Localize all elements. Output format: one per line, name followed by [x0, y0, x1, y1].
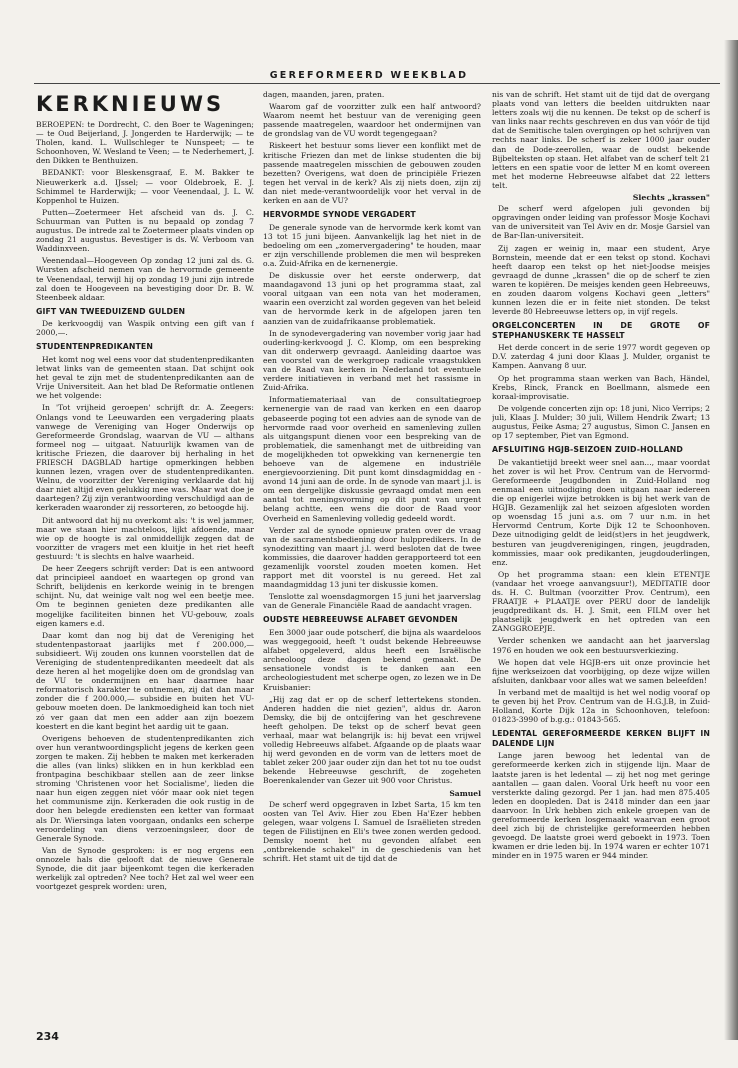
masthead: GEREFORMEERD WEEKBLAD — [269, 70, 469, 81]
paragraph: De scherf werd opgegraven in Izbet Sarta, 15 km ten oosten van Tel Aviv. Hier zou Eben Ha'Ezer hebben gelegen, waar volgens I. Samuel de Israëlieten streden tegen de Filistijnen en Eli's twee zonen werden gedood. Demsky noemt het nu gevonden alfabet een „ontbrekende schakel" in de geschiedenis van het schrift. Het stamt uit de tijd dat de — [263, 799, 481, 864]
article-heading: LEDENTAL GEREFORMEERDE KERKEN BLIJFT IN DALENDE LIJN — [492, 729, 710, 748]
article-heading: STUDENTENPREDIKANTEN — [36, 342, 153, 352]
paragraph: Een 3000 jaar oude potscherf, die bijna als waardeloos was weggegooid, heeft 't oudst bekende Hebreeuwse alfabet opgeleverd, aldus heeft een Israëlische archeoloog deze dagen bekend gemaakt. De sensationele vondst is te danken aan een archeologiestudent met scherpe ogen, zo lezen we in De Kruisbanier: — [263, 627, 481, 692]
paragraph: Veenendaal—Hoogeveen Op zondag 12 juni zal ds. G. Wursten afscheid nemen van de hervormde gemeente te Veenendaal, terwijl hij op zondag 19 juni zijn intrede zal doen te Hoogeveen na bevestiging door Dr. B. W. Steenbeek aldaar. — [36, 256, 254, 302]
paragraph: De volgende concerten zijn op: 18 juni, Nico Verrips; 2 juli, Klaas J. Mulder; 30 juli, Willem Hendrik Zwart; 13 augustus, Feike Asma; 27 augustus, Simon C. Jansen en op 17 september, Piet van Egmond. — [492, 403, 710, 441]
paragraph: Verder zal de synode opnieuw praten over de vraag van de sacramentsbediening door hulppredikers. In de synodezitting van maart j.l. werd besloten dat de twee kommissies, die daarover hadden gerapporteerd tot een gezamenlijk voorstel zouden moeten komen. Het rapport met dit voorstel is nu gereed. Het zal maandagmiddag 13 juni ter diskussie komen. — [263, 525, 481, 590]
paragraph: De generale synode van de hervormde kerk komt van 13 tot 15 juni bijeen. Aanvankelijk lag het niet in de bedoeling om een „zomervergadering" te houden, maar er zijn verschillende problemen die men wil bespreken o.a. Zuid-Afrika en de kernenergie. — [263, 222, 481, 268]
paragraph: BEDANKT: voor Bleskensgraaf, E. M. Bakker te Nieuwerkerk a.d. IJssel; — voor Oldebroek, E. J. Schimmel te Harderwijk; — voor Veenendaal, J. L. W. Koppenhol te Huizen. — [36, 168, 254, 205]
paragraph: Het derde concert in de serie 1977 wordt gegeven op D.V. zaterdag 4 juni door Klaas J. Mulder, organist te Kampen. Aanvang 8 uur. — [492, 343, 710, 371]
paragraph: nis van de schrift. Het stamt uit de tijd dat de overgang plaats vond van letters die beelden uitdrukten naar letters zoals wij die nu kennen. De tekst op de scherf is van links naar rechts geschreven en dus van vóór de tijd dat de Semitische talen overgingen op het schrijven van rechts naar links. De scherf is zeker 1000 jaar ouder dan de Dode-zeerollen, waar de oudst bekende Bijbelteksten op staan. Het alfabet van de scherf telt 21 letters en een spatie voor de letter M en komt overeen met het moderne Hebreeuwse alfabet dat 22 letters telt. — [492, 90, 710, 190]
article-heading: OUDSTE HEBREEUWSE ALFABET GEVONDEN — [263, 615, 458, 625]
page-edge-shadow — [724, 40, 738, 1040]
column-2 — [263, 90, 481, 1020]
column-1 — [36, 90, 254, 1020]
paragraph: Overigens behoeven de studentenpredikanten zich over hun verantwoordingsplicht jegens de kerken geen zorgen te maken. Zij hebben te maken met kerkeraden die alles (van links) slikken en in hun kerkblad een frontpagina beschikbaar stellen aan de zeer linkse stroming 'Christenen voor het Socialisme', lieden die naar hun eigen zeggen niet vóór maar ook niet tegen het communisme zijn. Kerkeraden die ook rustig in de door hen belegde erediensten een ketter van formaat als Dr. Wiersinga laten voorgaan, ondanks een scherpe veroordeling van diens verzoeningsleer, door de Generale Synode. — [36, 733, 254, 843]
paragraph: dagen, maanden, jaren, praten. — [263, 90, 385, 99]
paragraph: Lange jaren bewoog het ledental van de gereformeerde kerken zich in stijgende lijn. Maar de laatste jaren is het ledental — zij het nog met geringe aantallen — gaan dalen. Vooral Urk heeft nu voor een versterkte daling gezorgd. Per 1 jan. had men 875.405 leden en doopleden. Dat is 2418 minder dan een jaar daarvoor. In Urk hebben zich enkele groepen van de gereformeerde kerken losgemaakt waarvan een groot deel zich bij de christelijke gereformeerden hebben gevoegd. De laatste groei werd geboekt in 1973. Toen kwamen er drie leden bij. In 1974 waren er echter 1071 minder en in 1975 waren er 944 minder. — [492, 751, 710, 861]
paragraph: Op het programma staan: een klein ETENTJE (vandaar het vroege aanvangsuur!), MEDITATIE door ds. H. C. Bultman (voorzitter Prov. Centrum), een FRAATJE + PLAATJE over PERU door de landelijk jeugdpredikant ds. H. J. Smit, een FILM over het plaatselijk jeugdwerk en het optreden van een ZANGGROEPJE. — [492, 569, 710, 634]
paragraph: In verband met de maaltijd is het wel nodig vooraf op te geven bij het Prov. Centrum van de H.G.J.B, in Zuid-Holland, Korte Dijk 12a in Schoonhoven, telefoon: 01823-3990 of b.g.g.: 01843-565. — [492, 687, 710, 725]
paragraph: Verder schenken we aandacht aan het jaarverslag 1976 en houden we ook een bestuursverkiezing. — [492, 636, 710, 655]
paragraph: Van de Synode gesproken: is er nog ergens een onnozele hals die gelooft dat de nieuwe Generale Synode, die dit jaar bijeenkomt tegen die kerkeraden werkelijk zal optreden? Nee toch? Het zal wel weer een voortgezet gesprek worden: uren, — [36, 845, 254, 892]
article-heading: ORGELCONCERTEN IN DE GROTE OF STEPHANUSKERK TE HASSELT — [492, 321, 710, 340]
paragraph: Dit antwoord dat hij nu overkomt als: 't is wel jammer, maar we staan hier machteloos, lijkt afdoende, maar wie op de hoogte is zal onmiddellijk zeggen dat de voorzitter de vragers met een kluitje in het riet heeft gestuurd: 't is slechts en halve waarheid. — [36, 515, 254, 561]
paragraph: Op het programma staan werken van Bach, Händel, Krebs, Rinck, Franck en Boellmann, alsmede een koraal-improvisatie. — [492, 373, 710, 401]
paragraph: We hopen dat vele HGJB-ers uit onze provincie het fijne werkseizoen dat voorbijging, op deze wijze willen afsluiten, dankbaar voor alles wat we samen beleefden! — [492, 657, 710, 685]
masthead-rule — [34, 83, 720, 84]
paragraph: Zij zagen er weinig in, maar een student, Arye Bornstein, meende dat er een tekst op stond. Kochavi heeft daarop een tekst op het niet-Joodse meisjes gevraagd de dunne „krassen" die op de scherf te zien waren te kopiëren. De meisjes kenden geen Hebreeuws, en zouden daarom volgens Kochavi geen „letters" kunnen lezen die er in feite niet stonden. De tekst leverde 80 Hebreeuwse letters op, in vijf regels. — [492, 243, 710, 317]
section-headline: KERKNIEUWS — [36, 92, 225, 116]
paragraph: „Hij zag dat er op de scherf lettertekens stonden. Anderen hadden die niet gezien", aldus dr. Aaron Demsky, die bij de ontcijfering van het geschrevene heeft geholpen. De tekst op de scherf bevat geen verhaal, maar wat belangrijk is: hij bevat een vrijwel volledig Hebreeuws alfabet. Afgaande op de plaats waar hij werd gevonden en de vorm van de letters moet de tablet zeker 200 jaar ouder zijn dan het tot nu toe oudst bekende Hebreeuwse geschrift, de zogeheten Boerenkalender van Gezer uit 900 voor Christus. — [263, 694, 481, 786]
paragraph: In 'Tot vrijheid geroepen' schrijft dr. A. Zeegers: Onlangs vond te Leeuwarden een vergadering plaats vanwege de Vereniging van Hoger Onderwijs op Gereformeerde Grondslag, waarvan de VU — althans formeel nog — uitgaat. Natuurlijk kwamen van de kritische Friezen, die daarover bij herhaling in het FRIESCH DAGBLAD hartige opmerkingen hebben kunnen lezen, vragen over de studentenpredikanten. Welnu, de voorzitter der Vereniging verklaarde dat hij daar niet altijd even gelukkig mee was. Maar wat doe je daartegen? Zij zijn verantwoording verschuldigd aan de kerkeraden waaronder zij ressorteren, zo betoogde hij. — [36, 403, 254, 513]
paragraph: BEROEPEN: te Dordrecht, C. den Boer te Wageningen; — te Oud Beijerland, J. Jongerden te Harderwijk; — te Tholen, kand. L. Wullschleger te Nunspeet; — te Schoonhoven, W. Wesland te Veen; — te Nederhemert, J. den Dikken te Benthuizen. — [36, 120, 254, 166]
article-heading: AFSLUITING HGJB-SEIZOEN ZUID-HOLLAND — [492, 445, 683, 455]
paragraph: Waarom gaf de voorzitter zulk een half antwoord? Waarom neemt het bestuur van de vereniging geen passende maatregelen, waardoor het ondermijnen van de grondslag van de VU wordt tegengegaan? — [263, 102, 481, 139]
paragraph: De scherf werd afgelopen juli gevonden bij opgravingen onder leiding van professor Mosje Kochavi van de universiteit van Tel Aviv en dr. Mosje Garsiel van de Bar-Ilan-universiteit. — [492, 204, 710, 241]
paragraph: Putten—Zoetermeer Het afscheid van ds. J. C. Schuurman van Putten is nu bepaald op zondag 7 augustus. De intrede zal te Zoetermeer plaats vinden op zondag 21 augustus. Bevestiger is ds. W. Verboom van Waddinxveen. — [36, 207, 254, 254]
article-heading: GIFT VAN TWEEDUIZEND GULDEN — [36, 306, 186, 316]
paragraph: Het komt nog wel eens voor dat studentenpredikanten letwat links van de gemeenten staan. Dat schijnt ook het geval te zijn met de studentenpredikanten aan de Vrije Universiteit. Aan het blad De Reformatie ontlenen we het volgende: — [36, 354, 254, 401]
paragraph: De diskussie over het eerste onderwerp, dat maandagavond 13 juni op het programma staat, zal vooral uitgaan van een nota van het moderamen, waarin een overzicht zal worden gegeven van het beleid van de hervormde kerk in de afgelopen jaren ten aanzien van de zuidafrikaanse problematiek. — [263, 271, 481, 326]
paragraph: De vakantietijd breekt weer snel aan..., maar voordat het zover is wil het Prov. Centrum van de Hervormd-Gereformeerde Jeugdbonden in Zuid-Holland nog eenmaal een uitnodiging doen uitgaan naar iedereen die op enigerlei wijze betrokken is bij het werk van de HGJB. Gezamenlijk zal het seizoen afgesloten worden op woensdag 15 juni a.s. om 7 uur n.m. in het Hervormd Centrum, Korte Dijk 12 te Schoonhoven. Deze uitnodiging geldt de leid(st)ers in het jeugdwerk, besturen van jeugdverenigingen, ringen, jeugdraden, kommissies, maar ook predikanten, jeugdouderlingen, enz. — [492, 457, 710, 567]
article-heading: HERVORMDE SYNODE VERGADERT — [263, 210, 416, 220]
page-number: 234 — [36, 1030, 59, 1043]
paragraph: Daar komt dan nog bij dat de Vereniging het studentenpastoraat jaarlijks met f 200.000,— subsidieert. Wij zouden ons kunnen voorstellen dat de Vereniging de studentenpredikanten meedeelt dat als deze heren al het mogelijke doen om de grondslag van de VU te ondermijnen en haar daarmee haar reformatorisch karakter te ontnemen, zij dat dan maar zonder die f 200.000,— subsidie en buiten het VU-gebouw moeten doen. De lankmoedigheid kan toch niet zó ver gaan dat men een adder aan zijn boezem koestert en die kant begint het aardig uit te gaan. — [36, 630, 254, 731]
paragraph: Riskeert het bestuur soms liever een konflikt met de kritische Friezen dan met de linkse studenten die bij passende maatregelen misschien de gebouwen zouden bezetten? Overigens, wat doen de principiële Friezen tegen het verval in de kerk? Als zij niets doen, zijn zij dan niet mede-verantwoordelijk voor het verval in de kerken en aan de VU? — [263, 141, 481, 206]
paragraph: De heer Zeegers schrijft verder: Dat is een antwoord dat principieel aandoet en waartegen op grond van Schrift, belijdenis en kerkorde weinig in te brengen schijnt. Nu, dat weinige valt nog wel een beetje mee. Om te beginnen genieten deze predikanten alle mogelijke faciliteiten binnen het VU-gebouw, zoals eigen kamers e.d. — [36, 564, 254, 628]
paragraph: In de synodevergadering van november vorig jaar had ouderling-kerkvoogd J. C. Klomp, om een bespreking van dit onderwerp gevraagd. Aanleiding daartoe was een voorstel van de werkgroep radicale vraagstukken van de Raad van kerken in Nederland tot eventuele verdere initiatieven in verband met het rassisme in Zuid-Afrika. — [263, 328, 481, 393]
column-3 — [492, 90, 710, 1020]
subheading: Samuel — [449, 788, 481, 798]
paragraph: Tenslotte zal woensdagmorgen 15 juni het jaarverslag van de Generale Financiële Raad de aandacht vragen. — [263, 592, 481, 611]
paragraph: De kerkvoogdij van Waspik ontving een gift van f 2000,—. — [36, 319, 254, 338]
paragraph: Informatiemateriaal van de consultatiegroep kernenergie van de raad van kerken en een daarop gebaseerde poging tot een advies aan de synode van de hervormde raad voor overheid en samenleving zullen als uitgangspunt dienen voor een bespreking van de problematiek, die samenhangt met de uitbreiding van de mogelijkheden tot opwekking van kernenergie ten behoeve van de algemene en industriële energievoorziening. Dit punt komt dinsdagmiddag en -avond 14 juni aan de orde. In de synode van maart j.l. is om een dergelijke diskussie gevraagd omdat men een aantal tot meningsvorming op dit punt van urgent belang achtte, een wens die door de Raad voor Overheid en Samenleving volledig gedeeld wordt. — [263, 395, 481, 523]
subheading: Slechts „krassen" — [632, 193, 710, 203]
